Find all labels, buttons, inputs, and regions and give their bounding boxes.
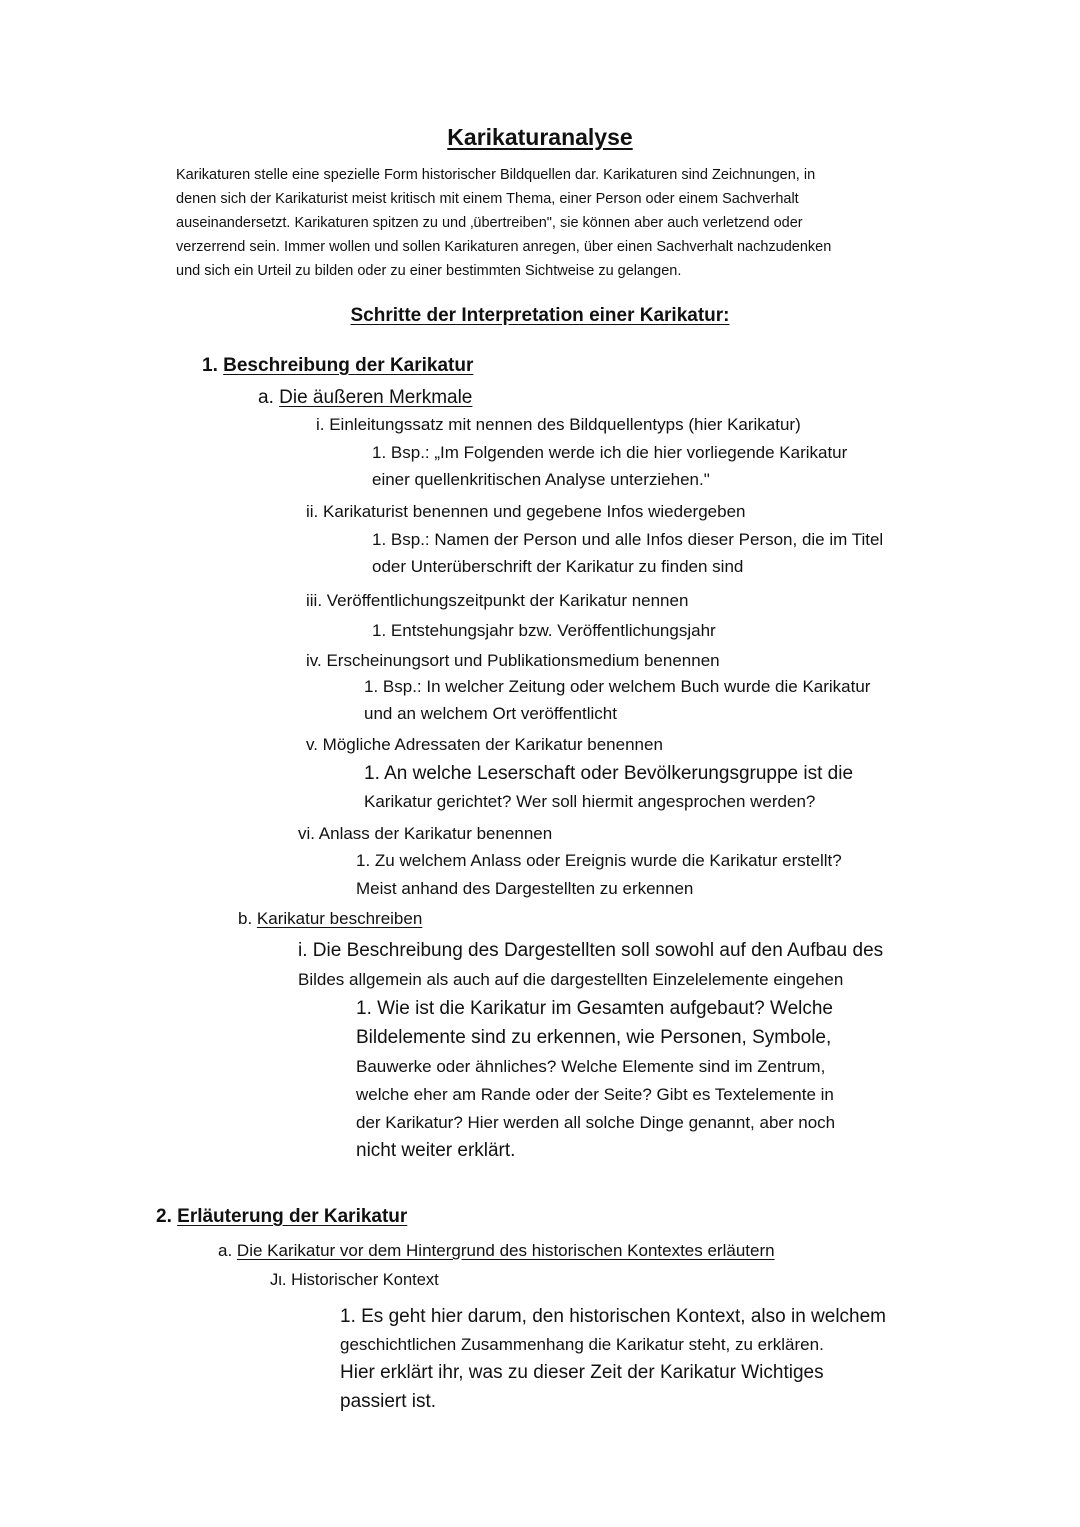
item-2a-i-1-line: passiert ist. bbox=[340, 1391, 437, 1412]
item-1a-v-1-line: Karikatur gerichtet? Wer soll hiermit angesprochen werden? bbox=[364, 792, 816, 811]
item-1a-i-1-line: einer quellenkritischen Analyse unterziehen." bbox=[372, 470, 710, 489]
section-2-heading bbox=[156, 1206, 407, 1228]
item-1b-i-line: Bildes allgemein als auch auf die dargestellten Einzelelemente eingehen bbox=[298, 970, 844, 989]
item-1b-i-1-line: welche eher am Rande oder der Seite? Gibt es Textelemente in bbox=[356, 1085, 834, 1104]
item-1b-i-line: i. Die Beschreibung des Dargestellten soll sowohl auf den Aufbau des bbox=[298, 940, 884, 961]
intro-line: denen sich der Karikaturist meist kritisch mit einem Thema, einer Person oder einem Sachverhalt bbox=[176, 191, 799, 207]
steps-heading: Schritte der Interpretation einer Karikatur: bbox=[350, 305, 730, 326]
item-1a-v-1-line: 1. An welche Leserschaft oder Bevölkerungsgruppe ist die bbox=[364, 763, 854, 784]
section-1b-label: b. bbox=[238, 909, 253, 928]
section-1-number: 1. bbox=[202, 355, 218, 376]
item-1a-vi-1-line: 1. Zu welchem Anlass oder Ereignis wurde die Karikatur erstellt? bbox=[356, 851, 842, 870]
item-1a-iii: iii. Veröffentlichungszeitpunkt der Karikatur nennen bbox=[306, 591, 689, 610]
item-1a-ii-1-line: oder Unterüberschrift der Karikatur zu finden sind bbox=[372, 557, 744, 576]
item-2a-i-1-line: geschichtlichen Zusammenhang die Karikatur steht, zu erklären. bbox=[340, 1335, 824, 1354]
item-1b-i-1-line: Bildelemente sind zu erkennen, wie Personen, Symbole, bbox=[356, 1027, 832, 1048]
item-1a-i-1-line: 1. Bsp.: „Im Folgenden werde ich die hier vorliegende Karikatur bbox=[372, 443, 848, 462]
intro-paragraph bbox=[176, 163, 896, 283]
item-1a-ii: ii. Karikaturist benennen und gegebene Infos wiedergeben bbox=[306, 502, 746, 521]
item-1a-iv-1-line: und an welchem Ort veröffentlicht bbox=[364, 704, 617, 723]
intro-line: verzerrend sein. Immer wollen und sollen Karikaturen anregen, über einen Sachverhalt nachzudenken bbox=[176, 239, 832, 255]
item-1b-i-1-line: nicht weiter erklärt. bbox=[356, 1140, 516, 1161]
section-2a-heading bbox=[218, 1241, 775, 1261]
page-title: Karikaturanalyse bbox=[447, 124, 633, 150]
item-1a-v: v. Mögliche Adressaten der Karikatur benennen bbox=[306, 735, 663, 754]
item-1b-i-1-line: Bauwerke oder ähnliches? Welche Elemente sind im Zentrum, bbox=[356, 1057, 826, 1076]
item-2a-i: Jι. Historischer Kontext bbox=[270, 1271, 439, 1289]
section-2a-title: Die Karikatur vor dem Hintergrund des historischen Kontextes erläutern bbox=[236, 1241, 775, 1260]
section-1a-label: a. bbox=[258, 387, 274, 408]
item-1a-ii-1-line: 1. Bsp.: Namen der Person und alle Infos dieser Person, die im Titel bbox=[372, 530, 884, 549]
section-1-title: Beschreibung der Karikatur bbox=[223, 355, 474, 376]
section-1b-heading bbox=[238, 909, 422, 929]
item-1a-vi-1-line: Meist anhand des Dargestellten zu erkennen bbox=[356, 879, 694, 898]
item-1a-iii-1: 1. Entstehungsjahr bzw. Veröffentlichungsjahr bbox=[372, 621, 716, 640]
section-2a-label: a. bbox=[218, 1241, 233, 1260]
item-1b-i-1-line: der Karikatur? Hier werden all solche Dinge genannt, aber noch bbox=[356, 1113, 836, 1132]
section-1b-title: Karikatur beschreiben bbox=[256, 909, 423, 928]
intro-line: und sich ein Urteil zu bilden oder zu einer bestimmten Sichtweise zu gelangen. bbox=[176, 263, 682, 279]
item-1a-vi: vi. Anlass der Karikatur benennen bbox=[298, 824, 553, 843]
item-2a-i-1-line: 1. Es geht hier darum, den historischen Kontext, also in welchem bbox=[340, 1306, 887, 1327]
item-2a-i-1-line: Hier erklärt ihr, was zu dieser Zeit der Karikatur Wichtiges bbox=[340, 1362, 824, 1383]
section-1a-heading bbox=[258, 387, 472, 409]
item-1a-i: i. Einleitungssatz mit nennen des Bildquellentyps (hier Karikatur) bbox=[316, 415, 801, 434]
intro-line: auseinandersetzt. Karikaturen spitzen zu und ‚übertreiben", sie können aber auch verletzend oder bbox=[176, 215, 803, 231]
intro-line: Karikaturen stelle eine spezielle Form historischer Bildquellen dar. Karikaturen sind Zeichnungen, in bbox=[176, 167, 816, 183]
item-1a-iv: iv. Erscheinungsort und Publikationsmedium benennen bbox=[306, 651, 720, 670]
item-1b-i-1-line: 1. Wie ist die Karikatur im Gesamten aufgebaut? Welche bbox=[356, 998, 833, 1019]
item-1a-iv-1-line: 1. Bsp.: In welcher Zeitung oder welchem Buch wurde die Karikatur bbox=[364, 677, 871, 696]
section-1-heading bbox=[202, 355, 473, 377]
section-2-title: Erläuterung der Karikatur bbox=[177, 1206, 408, 1227]
section-2-number: 2. bbox=[156, 1206, 172, 1227]
section-1a-title: Die äußeren Merkmale bbox=[279, 387, 473, 408]
